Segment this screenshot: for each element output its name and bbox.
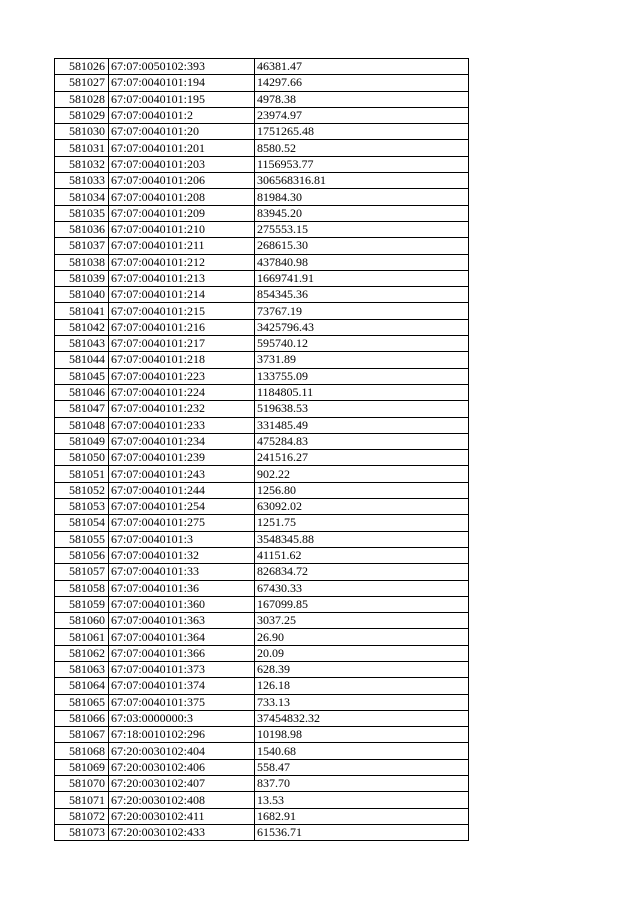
value-cell: 306568316.81 (255, 173, 469, 189)
value-cell: 133755.09 (255, 368, 469, 384)
row-number-cell: 581072 (55, 808, 109, 824)
row-number-cell: 581026 (55, 59, 109, 75)
table-row (55, 368, 469, 384)
row-number-cell: 581036 (55, 221, 109, 237)
value-cell: 1751265.48 (255, 124, 469, 140)
value-cell: 1156953.77 (255, 156, 469, 172)
value-cell: 241516.27 (255, 450, 469, 466)
cadastral-number-cell: 67:07:0040101:360 (109, 596, 255, 612)
value-cell: 63092.02 (255, 499, 469, 515)
cadastral-number-cell: 67:07:0040101:36 (109, 580, 255, 596)
table-row (55, 140, 469, 156)
cadastral-number-cell: 67:07:0040101:3 (109, 531, 255, 547)
table-row (55, 417, 469, 433)
row-number-cell: 581049 (55, 433, 109, 449)
cadastral-number-cell: 67:07:0040101:366 (109, 645, 255, 661)
cadastral-number-cell: 67:18:0010102:296 (109, 727, 255, 743)
table-row (55, 466, 469, 482)
table-row (55, 319, 469, 335)
cadastral-number-cell: 67:07:0040101:375 (109, 694, 255, 710)
cadastral-number-cell: 67:07:0040101:208 (109, 189, 255, 205)
value-cell: 595740.12 (255, 336, 469, 352)
table-row (55, 482, 469, 498)
cadastral-number-cell: 67:07:0040101:232 (109, 401, 255, 417)
table-body (55, 59, 469, 841)
row-number-cell: 581051 (55, 466, 109, 482)
row-number-cell: 581057 (55, 564, 109, 580)
table-row (55, 124, 469, 140)
value-cell: 20.09 (255, 645, 469, 661)
cadastral-number-cell: 67:07:0040101:2 (109, 107, 255, 123)
cadastral-number-cell: 67:07:0040101:210 (109, 221, 255, 237)
row-number-cell: 581060 (55, 613, 109, 629)
table-row (55, 629, 469, 645)
value-cell: 275553.15 (255, 221, 469, 237)
table-row (55, 433, 469, 449)
table-row (55, 91, 469, 107)
value-cell: 837.70 (255, 776, 469, 792)
value-cell: 8580.52 (255, 140, 469, 156)
cadastral-number-cell: 67:07:0040101:206 (109, 173, 255, 189)
row-number-cell: 581069 (55, 759, 109, 775)
row-number-cell: 581061 (55, 629, 109, 645)
value-cell: 81984.30 (255, 189, 469, 205)
table-row (55, 596, 469, 612)
value-cell: 73767.19 (255, 303, 469, 319)
cadastral-number-cell: 67:07:0040101:212 (109, 254, 255, 270)
cadastral-number-cell: 67:07:0040101:373 (109, 661, 255, 677)
value-cell: 1184805.11 (255, 384, 469, 400)
value-cell: 13.53 (255, 792, 469, 808)
cadastral-number-cell: 67:07:0040101:203 (109, 156, 255, 172)
row-number-cell: 581032 (55, 156, 109, 172)
cadastral-number-cell: 67:07:0040101:223 (109, 368, 255, 384)
table-row (55, 303, 469, 319)
row-number-cell: 581068 (55, 743, 109, 759)
table-row (55, 238, 469, 254)
value-cell: 41151.62 (255, 547, 469, 563)
value-cell: 854345.36 (255, 287, 469, 303)
value-cell: 1256.80 (255, 482, 469, 498)
cadastral-number-cell: 67:07:0040101:216 (109, 319, 255, 335)
value-cell: 10198.98 (255, 727, 469, 743)
table-row (55, 678, 469, 694)
table-row (55, 792, 469, 808)
row-number-cell: 581045 (55, 368, 109, 384)
value-cell: 437840.98 (255, 254, 469, 270)
cadastral-number-cell: 67:07:0040101:195 (109, 91, 255, 107)
table-row (55, 776, 469, 792)
cadastral-number-cell: 67:07:0040101:363 (109, 613, 255, 629)
row-number-cell: 581047 (55, 401, 109, 417)
table-row (55, 564, 469, 580)
cadastral-number-cell: 67:07:0040101:244 (109, 482, 255, 498)
row-number-cell: 581027 (55, 75, 109, 91)
cadastral-number-cell: 67:07:0040101:201 (109, 140, 255, 156)
row-number-cell: 581063 (55, 661, 109, 677)
row-number-cell: 581067 (55, 727, 109, 743)
value-cell: 61536.71 (255, 824, 469, 840)
row-number-cell: 581040 (55, 287, 109, 303)
table-row (55, 710, 469, 726)
cadastral-number-cell: 67:20:0030102:433 (109, 824, 255, 840)
row-number-cell: 581033 (55, 173, 109, 189)
table-row (55, 401, 469, 417)
row-number-cell: 581055 (55, 531, 109, 547)
table-row (55, 384, 469, 400)
row-number-cell: 581058 (55, 580, 109, 596)
value-cell: 83945.20 (255, 205, 469, 221)
cadastral-number-cell: 67:07:0040101:254 (109, 499, 255, 515)
table-row (55, 189, 469, 205)
table-row (55, 156, 469, 172)
row-number-cell: 581056 (55, 547, 109, 563)
value-cell: 475284.83 (255, 433, 469, 449)
value-cell: 37454832.32 (255, 710, 469, 726)
cadastral-number-cell: 67:07:0040101:211 (109, 238, 255, 254)
value-cell: 1251.75 (255, 515, 469, 531)
row-number-cell: 581035 (55, 205, 109, 221)
row-number-cell: 581038 (55, 254, 109, 270)
cadastral-number-cell: 67:20:0030102:407 (109, 776, 255, 792)
table-row (55, 531, 469, 547)
value-cell: 26.90 (255, 629, 469, 645)
row-number-cell: 581028 (55, 91, 109, 107)
row-number-cell: 581053 (55, 499, 109, 515)
table-row (55, 727, 469, 743)
table-row (55, 75, 469, 91)
data-table (54, 58, 469, 841)
cadastral-number-cell: 67:07:0040101:239 (109, 450, 255, 466)
table-row (55, 694, 469, 710)
row-number-cell: 581030 (55, 124, 109, 140)
table-row (55, 808, 469, 824)
table-row (55, 450, 469, 466)
cadastral-number-cell: 67:20:0030102:411 (109, 808, 255, 824)
table-row (55, 515, 469, 531)
value-cell: 902.22 (255, 466, 469, 482)
table-row (55, 254, 469, 270)
cadastral-number-cell: 67:07:0040101:275 (109, 515, 255, 531)
cadastral-number-cell: 67:07:0040101:33 (109, 564, 255, 580)
cadastral-number-cell: 67:07:0040101:217 (109, 336, 255, 352)
table-row (55, 59, 469, 75)
table-row (55, 759, 469, 775)
cadastral-number-cell: 67:07:0040101:215 (109, 303, 255, 319)
cadastral-number-cell: 67:07:0040101:243 (109, 466, 255, 482)
cadastral-number-cell: 67:07:0040101:214 (109, 287, 255, 303)
row-number-cell: 581041 (55, 303, 109, 319)
table-row (55, 221, 469, 237)
cadastral-number-cell: 67:07:0040101:32 (109, 547, 255, 563)
cadastral-number-cell: 67:07:0040101:374 (109, 678, 255, 694)
row-number-cell: 581031 (55, 140, 109, 156)
row-number-cell: 581050 (55, 450, 109, 466)
cadastral-number-cell: 67:07:0040101:194 (109, 75, 255, 91)
table-row (55, 205, 469, 221)
value-cell: 628.39 (255, 661, 469, 677)
table-row (55, 287, 469, 303)
value-cell: 331485.49 (255, 417, 469, 433)
row-number-cell: 581062 (55, 645, 109, 661)
value-cell: 826834.72 (255, 564, 469, 580)
value-cell: 1682.91 (255, 808, 469, 824)
row-number-cell: 581048 (55, 417, 109, 433)
table-row (55, 580, 469, 596)
value-cell: 558.47 (255, 759, 469, 775)
table-row (55, 743, 469, 759)
cadastral-number-cell: 67:07:0040101:224 (109, 384, 255, 400)
table-row (55, 336, 469, 352)
table-row (55, 107, 469, 123)
row-number-cell: 581034 (55, 189, 109, 205)
row-number-cell: 581065 (55, 694, 109, 710)
value-cell: 733.13 (255, 694, 469, 710)
table-row (55, 547, 469, 563)
row-number-cell: 581054 (55, 515, 109, 531)
value-cell: 519638.53 (255, 401, 469, 417)
cadastral-number-cell: 67:20:0030102:408 (109, 792, 255, 808)
cadastral-number-cell: 67:03:0000000:3 (109, 710, 255, 726)
row-number-cell: 581046 (55, 384, 109, 400)
value-cell: 46381.47 (255, 59, 469, 75)
row-number-cell: 581071 (55, 792, 109, 808)
value-cell: 3731.89 (255, 352, 469, 368)
row-number-cell: 581059 (55, 596, 109, 612)
value-cell: 126.18 (255, 678, 469, 694)
cadastral-number-cell: 67:07:0040101:234 (109, 433, 255, 449)
cadastral-number-cell: 67:07:0040101:20 (109, 124, 255, 140)
table-row (55, 613, 469, 629)
row-number-cell: 581043 (55, 336, 109, 352)
cadastral-number-cell: 67:07:0040101:209 (109, 205, 255, 221)
cadastral-number-cell: 67:20:0030102:404 (109, 743, 255, 759)
row-number-cell: 581052 (55, 482, 109, 498)
value-cell: 14297.66 (255, 75, 469, 91)
row-number-cell: 581066 (55, 710, 109, 726)
value-cell: 23974.97 (255, 107, 469, 123)
table-row (55, 824, 469, 840)
row-number-cell: 581039 (55, 270, 109, 286)
value-cell: 3037.25 (255, 613, 469, 629)
cadastral-number-cell: 67:07:0040101:364 (109, 629, 255, 645)
value-cell: 4978.38 (255, 91, 469, 107)
row-number-cell: 581073 (55, 824, 109, 840)
cadastral-number-cell: 67:07:0040101:218 (109, 352, 255, 368)
table-row (55, 645, 469, 661)
value-cell: 3425796.43 (255, 319, 469, 335)
table-row (55, 352, 469, 368)
row-number-cell: 581029 (55, 107, 109, 123)
table-row (55, 661, 469, 677)
value-cell: 67430.33 (255, 580, 469, 596)
cadastral-number-cell: 67:20:0030102:406 (109, 759, 255, 775)
value-cell: 1669741.91 (255, 270, 469, 286)
cadastral-number-cell: 67:07:0040101:233 (109, 417, 255, 433)
value-cell: 3548345.88 (255, 531, 469, 547)
row-number-cell: 581044 (55, 352, 109, 368)
cadastral-number-cell: 67:07:0040101:213 (109, 270, 255, 286)
table-row (55, 499, 469, 515)
value-cell: 268615.30 (255, 238, 469, 254)
table-row (55, 270, 469, 286)
row-number-cell: 581064 (55, 678, 109, 694)
table-row (55, 173, 469, 189)
row-number-cell: 581070 (55, 776, 109, 792)
value-cell: 167099.85 (255, 596, 469, 612)
cadastral-number-cell: 67:07:0050102:393 (109, 59, 255, 75)
row-number-cell: 581037 (55, 238, 109, 254)
row-number-cell: 581042 (55, 319, 109, 335)
value-cell: 1540.68 (255, 743, 469, 759)
